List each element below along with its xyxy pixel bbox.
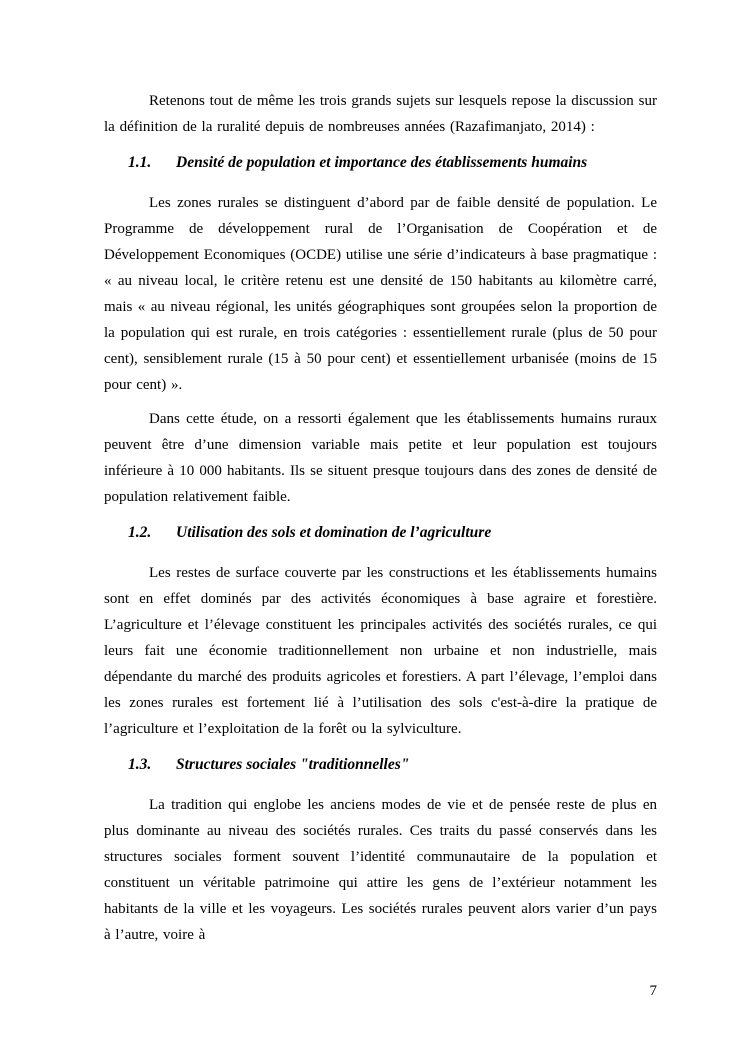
section-title-1-3: Structures sociales "traditionnelles" [176, 756, 410, 773]
section-title-1-2: Utilisation des sols et domination de l’agriculture [176, 524, 492, 541]
section-1-1-paragraph-2: Dans cette étude, on a ressorti également que les établissements humains ruraux peuvent être d’une dimension variable mais petite et leur population est toujours inférieure à 10 000 habitants. Ils se situent presque toujours dans des zones de densité de population relativement faible. [104, 411, 657, 505]
section-1-3-paragraph-1: La tradition qui englobe les anciens modes de vie et de pensée reste de plus en plus dominante au niveau des sociétés rurales. Ces traits du passé conservés dans les structures sociales forment souvent l’identité communautaire de la population et constituent un véritable patrimoine qui attire les gens de l’extérieur notamment les habitants de la ville et les voyageurs. Les sociétés rurales peuvent alors varier d’un pays à l’autre, voire à [104, 797, 657, 943]
section-heading-1-3 [104, 752, 657, 778]
section-number-1-1: 1.1. [128, 154, 152, 171]
page-number: 7 [649, 983, 657, 999]
page-content [104, 88, 657, 956]
section-number-1-2: 1.2. [128, 524, 152, 541]
section-number-1-3: 1.3. [128, 756, 152, 773]
section-heading-1-1 [104, 150, 657, 176]
section-title-1-1: Densité de population et importance des établissements humains [176, 154, 588, 171]
section-1-1-paragraph-1: Les zones rurales se distinguent d’abord par de faible densité de population. Le Programme de développement rural de l’Organisation de Coopération et de Développement Economiques (OCDE) utilise une série d’indicateurs à base pragmatique : « au niveau local, le critère retenu est une densité de 150 habitants au kilomètre carré, mais « au niveau régional, les unités géographiques sont groupées selon la proportion de la population qui est rurale, en trois catégories : essentiellement rurale (plus de 50 pour cent), sensiblement rurale (15 à 50 pour cent) et essentiellement urbanisée (moins de 15 pour cent) ». [104, 195, 657, 393]
section-heading-1-2 [104, 520, 657, 546]
intro-paragraph: Retenons tout de même les trois grands sujets sur lesquels repose la discussion sur la définition de la ruralité depuis de nombreuses années (Razafimanjato, 2014) : [104, 93, 657, 135]
section-1-2-paragraph-1: Les restes de surface couverte par les constructions et les établissements humains sont en effet dominés par des activités économiques à base agraire et forestière. L’agriculture et l’élevage constituent les principales activités des sociétés rurales, ce qui leurs fait une économie traditionnellement non urbaine et non industrielle, mais dépendante du marché des produits agricoles et forestiers. A part l’élevage, l’emploi dans les zones rurales est fortement lié à l’utilisation des sols c'est-à-dire la pratique de l’agriculture et l’exploitation de la forêt ou la sylviculture. [104, 565, 657, 737]
